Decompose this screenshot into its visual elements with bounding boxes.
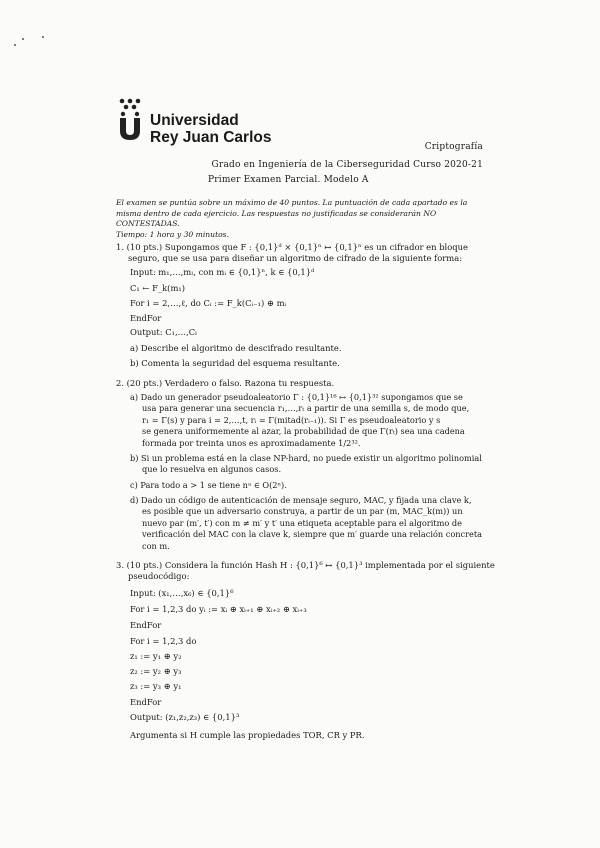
instruction-line: misma dentro de cada ejercicio. Las respuestas no justificadas se considerarán NO CONTESTADAS. bbox=[116, 208, 437, 228]
q2-item-line: b) Si un problema está en la clase NP-hard, no puede existir un algoritmo polinomial bbox=[130, 453, 482, 463]
degree-line: Grado en Ingeniería de la Ciberseguridad Curso 2020-21 bbox=[211, 160, 483, 170]
instruction-line: El examen se puntúa sobre un máximo de 40 puntos. La puntuación de cada apartado es la bbox=[116, 198, 468, 207]
q2-item-line: es posible que un adversario construya, a partir de un par (m, MAC_k(m)) un bbox=[142, 506, 463, 517]
q1-statement bbox=[116, 242, 468, 264]
scan-speck bbox=[42, 36, 44, 38]
university-line2: Rey Juan Carlos bbox=[150, 129, 272, 146]
exam-title: Primer Examen Parcial. Modelo A bbox=[208, 175, 369, 185]
q2-item-c bbox=[130, 480, 490, 491]
q3-statement-line: pseudocódigo: bbox=[128, 571, 190, 581]
q3-code-line: Output: (z₁,z₂,z₃) ∈ {0,1}³ bbox=[130, 712, 240, 722]
university-name bbox=[150, 112, 271, 146]
q3-statement-line: 3. (10 pts.) Considera la función Hash H : {0,1}⁶ ↦ {0,1}³ implementada por el siguiente bbox=[116, 560, 495, 570]
q1-item-b: b) Comenta la seguridad del esquema resultante. bbox=[130, 358, 340, 368]
q3-closing: Argumenta si H cumple las propiedades TOR, CR y PR. bbox=[130, 730, 365, 740]
q2-item-line: a) Dado un generador pseudoaleatorio Γ : {0,1}¹⁶ ↦ {0,1}³² supongamos que se bbox=[130, 392, 463, 402]
q2-item-line: verificación del MAC con la clave k, siempre que m′ guarde una relación concreta bbox=[142, 529, 483, 540]
q1-code-line: Output: C₁,…,Cₗ bbox=[130, 327, 198, 337]
course-name: Criptografía bbox=[424, 142, 483, 152]
q3-code-line: For i = 1,2,3 do bbox=[130, 636, 197, 646]
q3-code-line: EndFor bbox=[130, 697, 162, 707]
exam-instructions bbox=[116, 198, 494, 240]
q2-item-line: formada por treinta unos es aproximadamente 1/2³². bbox=[142, 437, 361, 448]
university-crest-icon bbox=[116, 98, 144, 140]
q3-code-line: z₃ := y₃ ⊕ y₁ bbox=[130, 681, 182, 691]
q2-item-d bbox=[130, 495, 490, 552]
q2-item-line: nuevo par (m′, t′) con m ≠ m′ y t′ una etiqueta aceptable para el algoritmo de bbox=[142, 517, 462, 528]
q2-item-a bbox=[130, 392, 490, 449]
instruction-line: Tiempo: 1 hora y 30 minutos. bbox=[116, 229, 229, 239]
q1-code-line: C₁ ← F_k(m₁) bbox=[130, 283, 186, 293]
scan-speck bbox=[22, 38, 24, 40]
q2-item-b bbox=[130, 453, 490, 476]
q1-statement-line: seguro, que se usa para diseñar un algoritmo de cifrado de la siguiente forma: bbox=[128, 253, 463, 263]
q3-statement bbox=[116, 560, 495, 582]
q1-code-line: Input: m₁,…,mₗ, con mᵢ ∈ {0,1}ⁿ, k ∈ {0,1}ᵈ bbox=[130, 267, 315, 277]
q3-code-line: EndFor bbox=[130, 620, 162, 630]
q2-item-line: con m. bbox=[142, 540, 170, 551]
q3-code-line: For i = 1,2,3 do yᵢ := xᵢ ⊕ xᵢ₊₁ ⊕ xᵢ₊₂ ⊕ xᵢ₊₃ bbox=[130, 604, 307, 614]
q2-item-line: se genera uniformemente al azar, la probabilidad de que Γ(rₜ) sea una cadena bbox=[142, 426, 465, 437]
q1-code-line: EndFor bbox=[130, 313, 162, 323]
q2-item-line: r₁ = Γ(s) y para i = 2,…,t, rᵢ = Γ(mitad(rᵢ₋₁)). Si Γ es pseudoaleatorio y s bbox=[142, 414, 441, 425]
q1-item-a: a) Describe el algoritmo de descifrado resultante. bbox=[130, 343, 342, 353]
q2-item-line: que lo resuelva en algunos casos. bbox=[142, 464, 282, 475]
scan-speck bbox=[14, 44, 16, 46]
q2-statement: 2. (20 pts.) Verdadero o falso. Razona tu respuesta. bbox=[116, 378, 335, 388]
q2-item-line: c) Para todo a > 1 se tiene nᵃ ∈ O(2ⁿ). bbox=[130, 480, 287, 490]
q3-code-line: z₂ := y₂ ⊕ y₃ bbox=[130, 666, 182, 676]
q2-item-line: usa para generar una secuencia r₁,…,rₜ a partir de una semilla s, de modo que, bbox=[142, 403, 470, 414]
q1-statement-line: 1. (10 pts.) Supongamos que F : {0,1}ᵈ × {0,1}ⁿ ↦ {0,1}ⁿ es un cifrador en bloque bbox=[116, 242, 468, 252]
q1-code-line: For i = 2,…,ℓ, do Cᵢ := F_k(Cᵢ₋₁) ⊕ mᵢ bbox=[130, 298, 287, 308]
q3-code-line: Input: (x₁,…,x₆) ∈ {0,1}⁶ bbox=[130, 588, 234, 598]
q3-code-line: z₁ := y₁ ⊕ y₂ bbox=[130, 651, 182, 661]
q2-item-line: d) Dado un código de autenticación de mensaje seguro, MAC, y fijada una clave k, bbox=[130, 495, 472, 505]
university-line1: Universidad bbox=[150, 112, 239, 129]
